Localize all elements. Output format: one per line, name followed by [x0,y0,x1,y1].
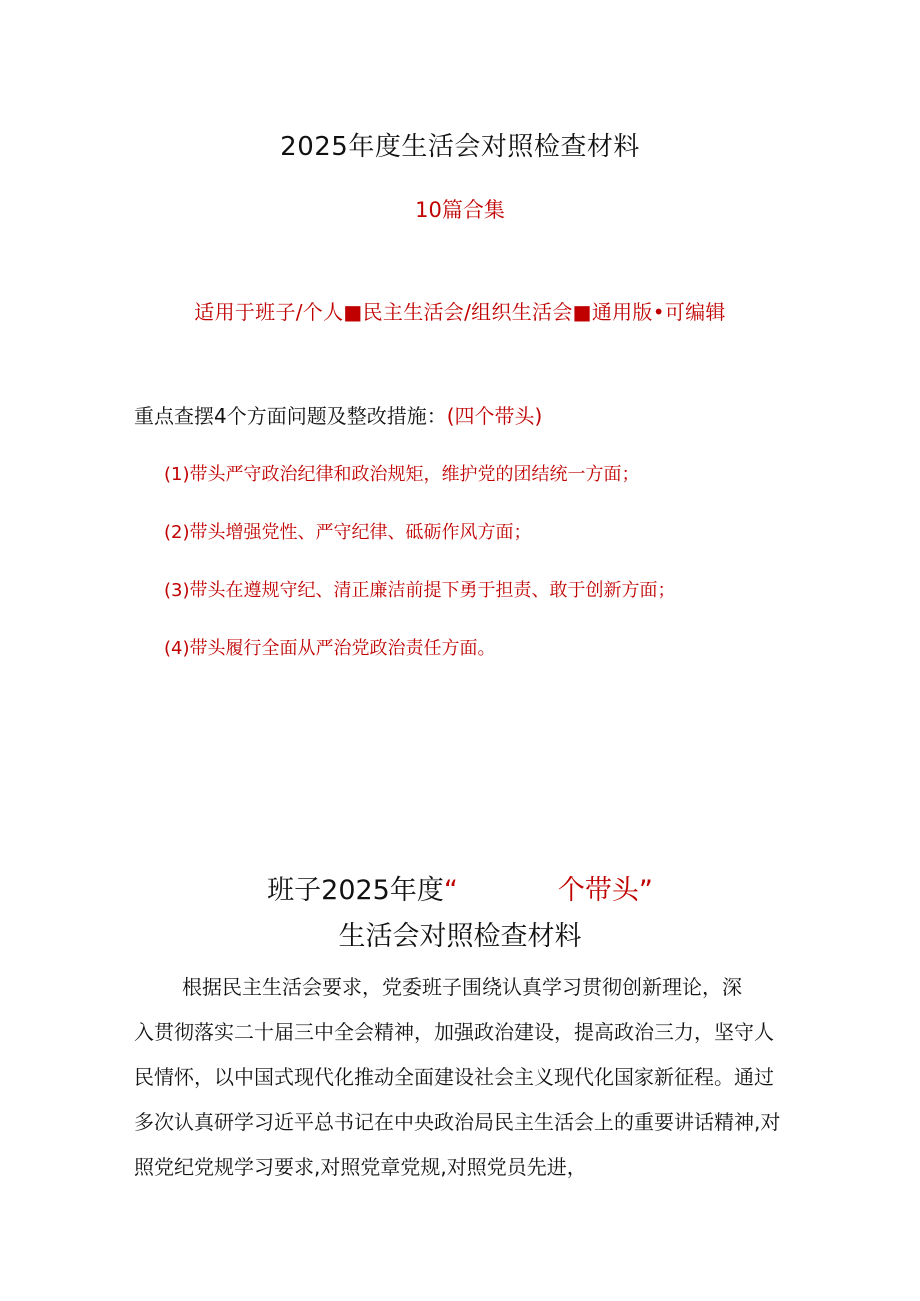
body-paragraph-line: 入贯彻落实二十届三中全会精神，加强政治建设，提高政治三力，坚守人 [134,1020,774,1044]
section-title-prefix: 班子2025年度 [267,875,444,906]
focus-item: (3)带头在遵规守纪、清正廉洁前提下勇于担责、敢于创新方面； [164,580,676,601]
focus-heading [134,400,542,429]
document-title: 2025年度生活会对照检查材料 [280,132,640,162]
section-title-red: 个带头” [557,875,653,906]
section-title-line-1 [0,868,920,907]
body-paragraph-line: 民情怀，以中国式现代化推动全面建设社会主义现代化国家新征程。通过 [134,1065,774,1089]
applicability-note: 适用于班子/个人■民主生活会/组织生活会■通用版•可编辑 [194,300,726,324]
body-paragraph-line: 多次认真研学习近平总书记在中央政治局民主生活会上的重要讲话精神,对 [134,1110,781,1134]
body-paragraph-line: 根据民主生活会要求，党委班子围绕认真学习贯彻创新理论，深 [182,975,742,999]
section-title-open-quote: “ [443,875,458,906]
section-title-line-2: 生活会对照检查材料 [338,921,582,952]
focus-item: (4)带头履行全面从严治党政治责任方面。 [164,638,496,659]
focus-item: (2)带头增强党性、严守纪律、砥砺作风方面； [164,522,532,543]
body-paragraph-line: 照党纪党规学习要求,对照党章党规,对照党员先进， [134,1155,587,1179]
focus-label: 重点查摆4个方面问题及整改措施： [134,404,447,428]
focus-tag: (四个带头) [446,404,543,428]
focus-item: (1)带头严守政治纪律和政治规矩，维护党的团结统一方面； [164,464,640,485]
document-subtitle: 10篇合集 [415,198,505,222]
